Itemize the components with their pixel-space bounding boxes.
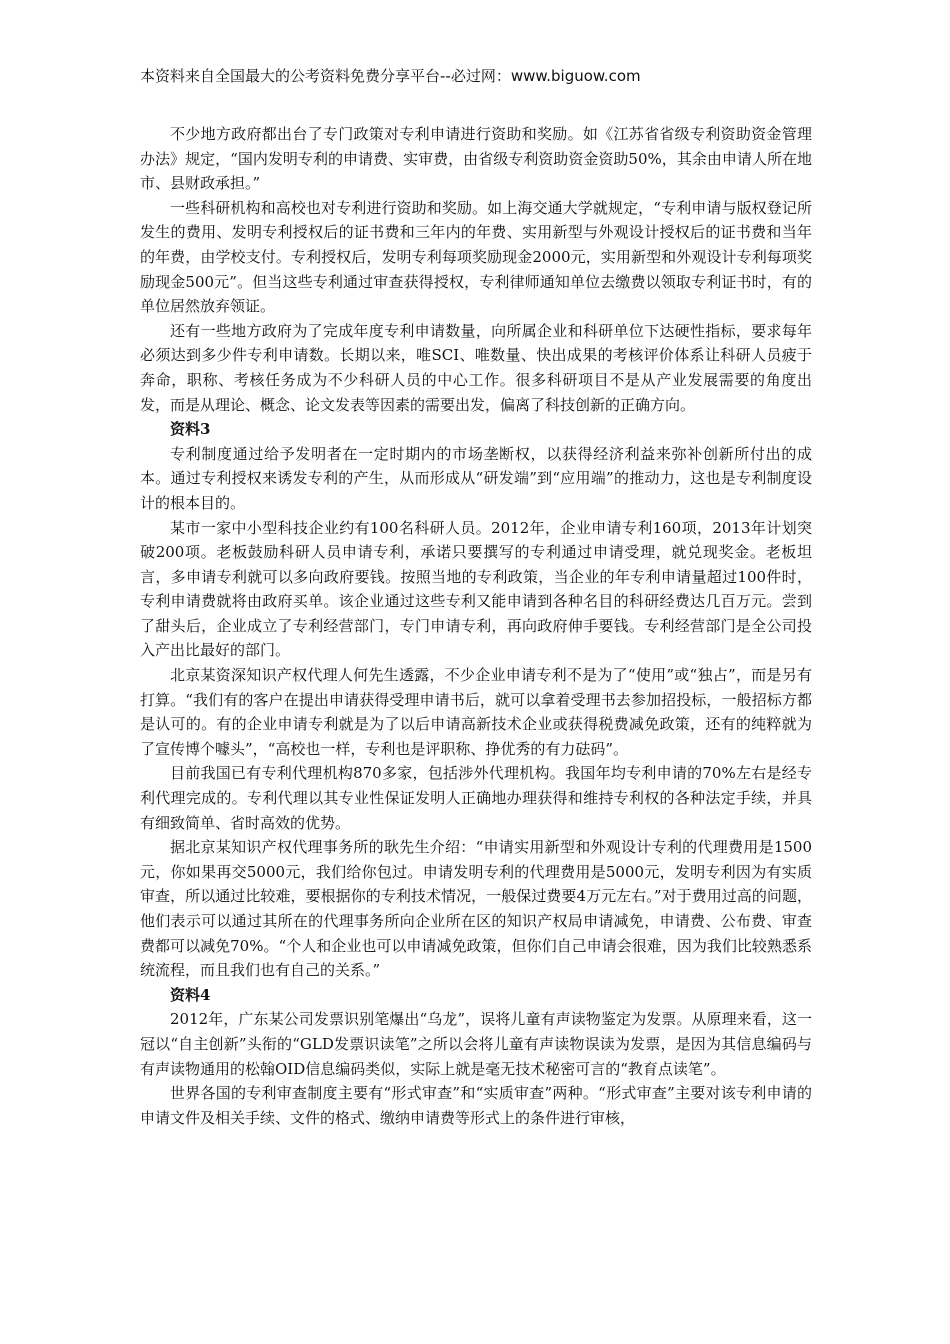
paragraph: 专利制度通过给予发明者在一定时期内的市场垄断权，以获得经济利益来弥补创新所付出的成本。通过专利授权来诱发专利的产生，从而形成从“研发端”到“应用端”的推动力，这也是专利制度设计的根本目的。 — [140, 444, 812, 512]
section-heading: 资料4 — [170, 985, 211, 1004]
page-header: 本资料来自全国最大的公考资料免费分享平台--必过网：www.biguow.com — [140, 67, 641, 85]
paragraph: 还有一些地方政府为了完成年度专利申请数量，向所属企业和科研单位下达硬性指标，要求每年必须达到多少件专利申请数。长期以来，唯SCI、唯数量、快出成果的考核评价体系让科研人员疲于奔命，职称、考核任务成为不少科研人员的中心工作。很多科研项目不是从产业发展需要的角度出发，而是从理论、概念、论文发表等因素的需要出发，偏离了科技创新的正确方向。 — [140, 321, 812, 414]
section-heading: 资料3 — [170, 420, 211, 439]
paragraph: 北京某资深知识产权代理人何先生透露，不少企业申请专利不是为了“使用”或“独占”，而是另有打算。“我们有的客户在提出申请获得受理申请书后，就可以拿着受理书去参加招投标，一般招标方都是认可的。有的企业申请专利就是为了以后申请高新技术企业或获得税费减免政策，还有的纯粹就为了宣传博个噱头”，“高校也一样，专利也是评职称、挣优秀的有力砝码”。 — [140, 666, 812, 758]
paragraph: 不少地方政府都出台了专门政策对专利申请进行资助和奖励。如《江苏省省级专利资助资金管理办法》规定，“国内发明专利的申请费、实审费，由省级专利资助资金资助50%，其余由申请人所在地市、县财政承担。” — [140, 125, 812, 193]
paragraph: 世界各国的专利审查制度主要有“形式审查”和“实质审查”两种。“形式审查”主要对该专利申请的申请文件及相关手续、文件的格式、缴纳申请费等形式上的条件进行审核， — [140, 1084, 812, 1127]
paragraph: 目前我国已有专利代理机构870多家，包括涉外代理机构。我国年均专利申请的70%左右是经专利代理完成的。专利代理以其专业性保证发明人正确地办理获得和维持专利权的各种法定手续，并具有细致简单、省时高效的优势。 — [140, 764, 812, 832]
document-body — [140, 122, 812, 1130]
paragraph: 一些科研机构和高校也对专利进行资助和奖励。如上海交通大学就规定，“专利申请与版权登记所发生的费用、发明专利授权后的证书费和三年内的年费、实用新型与外观设计授权后的证书费和当年的年费，由学校支付。专利授权后，发明专利每项奖励现金2000元，实用新型和外观设计专利每项奖励现金500元”。但当这些专利通过审查获得授权，专利律师通知单位去缴费以领取专利证书时，有的单位居然放弃领证。 — [140, 198, 812, 316]
paragraph: 据北京某知识产权代理事务所的耿先生介绍：“申请实用新型和外观设计专利的代理费用是1500元，你如果再交5000元，我们给你包过。申请发明专利的代理费用是5000元，发明专利因为有实质审查，所以通过比较难，要根据你的专利技术情况，一般保过费要4万元左右。”对于费用过高的问题，他们表示可以通过其所在的代理事务所向企业所在区的知识产权局申请减免，申请费、公布费、审查费都可以减免70%。“个人和企业也可以申请减免政策，但你们自己申请会很难，因为我们比较熟悉系统流程，而且我们也有自己的关系。” — [140, 838, 812, 980]
paragraph: 某市一家中小型科技企业约有100名科研人员。2012年，企业申请专利160项，2013年计划突破200项。老板鼓励科研人员申请专利，承诺只要撰写的专利通过申请受理，就兑现奖金。老板坦言，多申请专利就可以多向政府要钱。按照当地的专利政策，当企业的年专利申请量超过100件时，专利申请费就将由政府买单。该企业通过这些专利又能申请到各种名目的科研经费达几百万元。尝到了甜头后，企业成立了专利经营部门，专门申请专利，再向政府伸手要钱。专利经营部门是全公司投入产出比最好的部门。 — [140, 518, 812, 660]
paragraph: 2012年，广东某公司发票识别笔爆出“乌龙”，误将儿童有声读物鉴定为发票。从原理来看，这一冠以“自主创新”头衔的“GLD发票识读笔”之所以会将儿童有声读物误读为发票，是因为其信息编码与有声读物通用的松翰OID信息编码类似，实际上就是毫无技术秘密可言的“教育点读笔”。 — [140, 1010, 812, 1078]
